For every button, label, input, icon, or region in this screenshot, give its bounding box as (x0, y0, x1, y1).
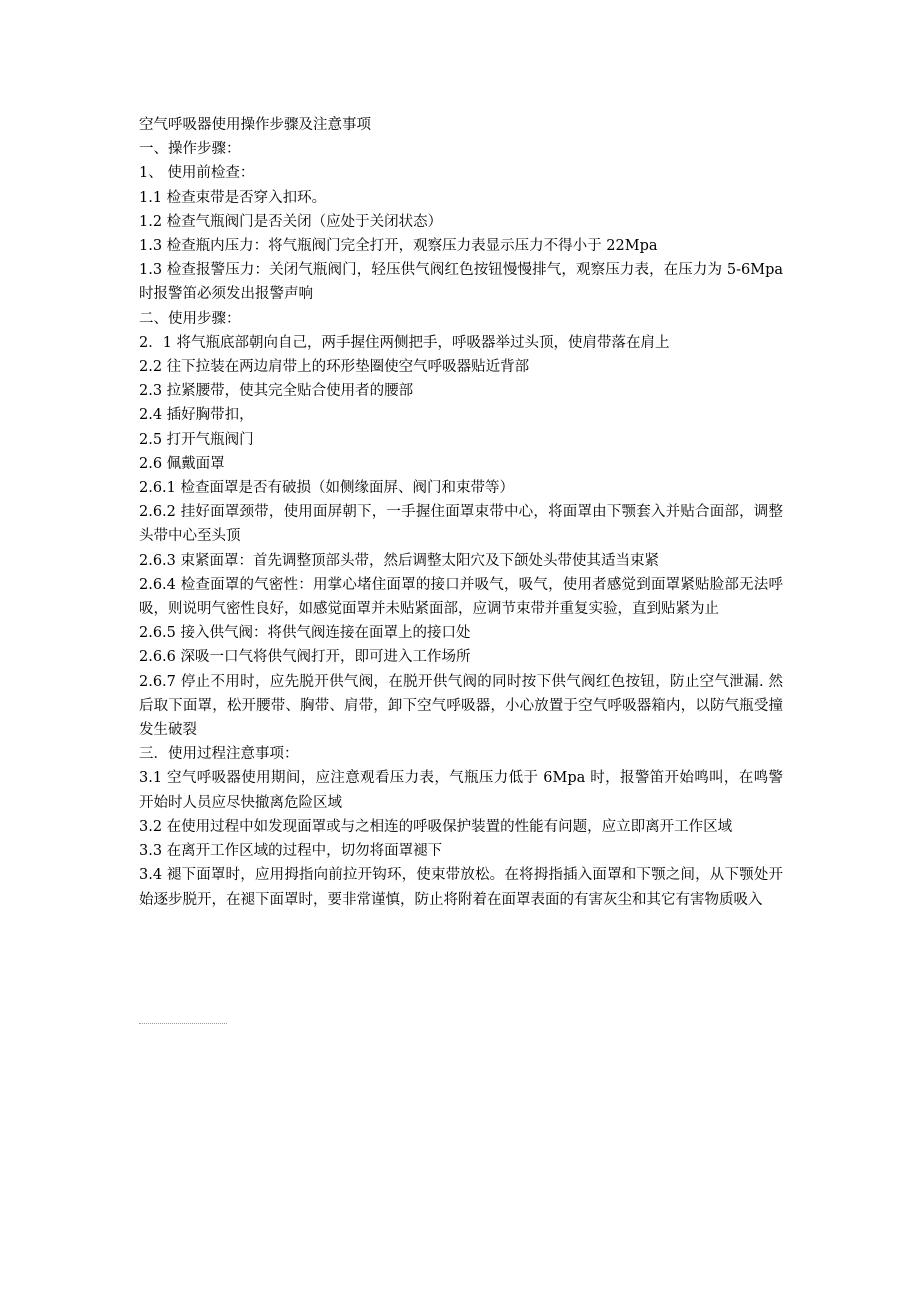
paragraph-2-6-3: 2.6.3 束紧面罩：首先调整顶部头带，然后调整太阳穴及下颌处头带使其适当束紧 (139, 552, 660, 569)
paragraph-2-6: 2.6 佩戴面罩 (139, 455, 225, 472)
paragraph-2-6-6: 2.6.6 深吸一口气将供气阀打开，即可进入工作场所 (139, 649, 471, 666)
paragraph-1-3-pressure: 1.3 检查瓶内压力：将气瓶阀门完全打开，观察压力表显示压力不得小于 22Mpa (139, 238, 658, 255)
paragraph-1-3-alarm: 1.3 检查报警压力：关闭气瓶阀门，轻压供气阀红色按钮慢慢排气，观察压力表，在压力为 5-6Mpa 时报警笛必须发出报警声响 (139, 262, 783, 303)
section-heading-usage-steps: 二、使用步骤： (139, 310, 241, 327)
paragraph-2-6-7: 2.6.7 停止不用时，应先脱开供气阀，在脱开供气阀的同时按下供气阀红色按钮，防止空气泄漏. 然后取下面罩，松开腰带、胸带、肩带，卸下空气呼吸器，小心放置于空气呼吸器箱内，以防气瓶受撞发生破裂 (139, 673, 783, 739)
subsection-heading-pre-use-check: 1、 使用前检查： (139, 165, 255, 182)
paragraph-2-1: 2．1 将气瓶底部朝向自己，两手握住两侧把手，呼吸器举过头顶，使肩带落在肩上 (139, 334, 670, 351)
paragraph-3-4: 3.4 褪下面罩时，应用拇指向前拉开钩环，使束带放松。在将拇指插入面罩和下颚之间，从下颚处开始逐步脱开，在褪下面罩时，要非常谨慎，防止将附着在面罩表面的有害灰尘和其它有害物质吸入 (139, 867, 783, 908)
paragraph-2-6-4: 2.6.4 检查面罩的气密性：用掌心堵住面罩的接口并吸气，吸气，使用者感觉到面罩紧贴脸部无法呼吸，则说明气密性良好，如感觉面罩并未贴紧面部，应调节束带并重复实验，直到贴紧为止 (139, 576, 783, 618)
paragraph-3-1: 3.1 空气呼吸器使用期间，应注意观看压力表，气瓶压力低于 6Mpa 时，报警笛开始鸣叫，在鸣警开始时人员应尽快撤离危险区域 (139, 770, 783, 811)
document-body (139, 113, 783, 912)
paragraph-2-6-5: 2.6.5 接入供气阀：将供气阀连接在面罩上的接口处 (139, 625, 471, 642)
paragraph-1-1: 1.1 检查束带是否穿入扣环。 (139, 189, 327, 206)
paragraph-2-2: 2.2 往下拉装在两边肩带上的环形垫圈使空气呼吸器贴近背部 (139, 359, 530, 376)
paragraph-2-6-1: 2.6.1 检查面罩是否有破损（如侧缘面屏、阀门和束带等） (139, 480, 515, 497)
document-title: 空气呼吸器使用操作步骤及注意事项 (139, 117, 371, 133)
paragraph-1-2: 1.2 检查气瓶阀门是否关闭（应处于关闭状态） (139, 213, 443, 230)
paragraph-2-6-2: 2.6.2 挂好面罩颈带，使用面屏朝下，一手握住面罩束带中心，将面罩由下颚套入并贴合面部，调整头带中心至头顶 (139, 504, 783, 545)
paragraph-3-3: 3.3 在离开工作区域的过程中，切勿将面罩褪下 (139, 843, 443, 860)
section-heading-precautions: 三．使用过程注意事项： (139, 746, 299, 763)
paragraph-3-2: 3.2 在使用过程中如发现面罩或与之相连的呼吸保护装置的性能有问题，应立即离开工作区域 (139, 818, 733, 835)
footnote-divider (139, 1023, 227, 1024)
paragraph-2-5: 2.5 打开气瓶阀门 (139, 431, 254, 448)
paragraph-2-3: 2.3 拉紧腰带，使其完全贴合使用者的腰部 (139, 383, 414, 400)
section-heading-operation-steps: 一、操作步骤： (139, 141, 241, 158)
paragraph-2-4: 2.4 插好胸带扣， (139, 407, 254, 424)
